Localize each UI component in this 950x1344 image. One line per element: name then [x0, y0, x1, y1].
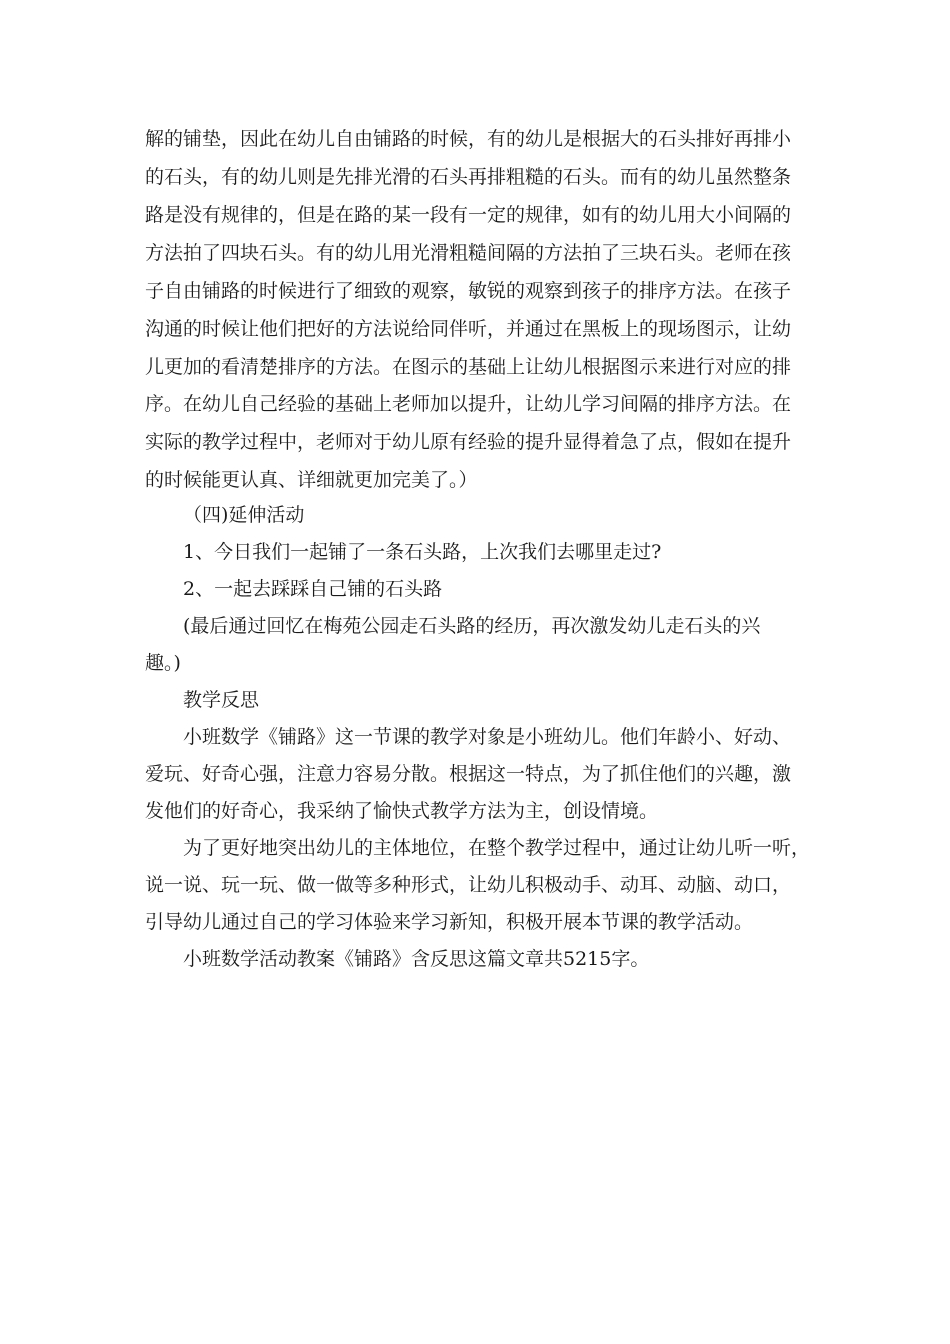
section-heading: （四)延伸活动 — [183, 504, 305, 526]
note-text-line: (最后通过回忆在梅苑公园走石头路的经历，再次激发幼儿走石头的兴 — [183, 615, 761, 637]
body-text-line: 儿更加的看清楚排序的方法。在图示的基础上让幼儿根据图示来进行对应的排 — [145, 356, 792, 378]
list-item: 1、今日我们一起铺了一条石头路，上次我们去哪里走过? — [183, 541, 662, 563]
body-text-line: 为了更好地突出幼儿的主体地位，在整个教学过程中，通过让幼儿听一听， — [183, 837, 811, 859]
body-text-line: 解的铺垫，因此在幼儿自由铺路的时候，有的幼儿是根据大的石头排好再排小 — [145, 128, 792, 150]
body-text-line: 引导幼儿通过自己的学习体验来学习新知，积极开展本节课的教学活动。 — [145, 911, 754, 933]
body-text-line: 爱玩、好奇心强，注意力容易分散。根据这一特点，为了抓住他们的兴趣，激 — [145, 763, 792, 785]
body-text-line: 发他们的好奇心，我采纳了愉快式教学方法为主，创设情境。 — [145, 800, 659, 822]
body-text-line: 子自由铺路的时候进行了细致的观察，敏锐的观察到孩子的排序方法。在孩子 — [145, 280, 792, 302]
body-text-line: 的石头，有的幼儿则是先排光滑的石头再排粗糙的石头。而有的幼儿虽然整条 — [145, 166, 792, 188]
body-text-line: 路是没有规律的，但是在路的某一段有一定的规律，如有的幼儿用大小间隔的 — [145, 204, 792, 226]
note-text-line: 趣。) — [145, 652, 181, 674]
body-text-line: 沟通的时候让他们把好的方法说给同伴听，并通过在黑板上的现场图示，让幼 — [145, 318, 792, 340]
body-text-line: 说一说、玩一玩、做一做等多种形式，让幼儿积极动手、动耳、动脑、动口， — [145, 874, 792, 896]
body-text-line: 方法拍了四块石头。有的幼儿用光滑粗糙间隔的方法拍了三块石头。老师在孩 — [145, 242, 792, 264]
list-item: 2、一起去踩踩自己铺的石头路 — [183, 578, 443, 600]
body-text-line: 小班数学《铺路》这一节课的教学对象是小班幼儿。他们年龄小、好动、 — [183, 726, 792, 748]
word-count-note: 小班数学活动教案《铺路》含反思这篇文章共5215字。 — [183, 948, 650, 970]
body-text-line: 序。在幼儿自己经验的基础上老师加以提升，让幼儿学习间隔的排序方法。在 — [145, 393, 792, 415]
body-text-line: 的时候能更认真、详细就更加完美了。） — [145, 469, 478, 491]
section-heading: 教学反思 — [183, 689, 260, 711]
body-text-line: 实际的教学过程中，老师对于幼儿原有经验的提升显得着急了点，假如在提升 — [145, 431, 792, 453]
